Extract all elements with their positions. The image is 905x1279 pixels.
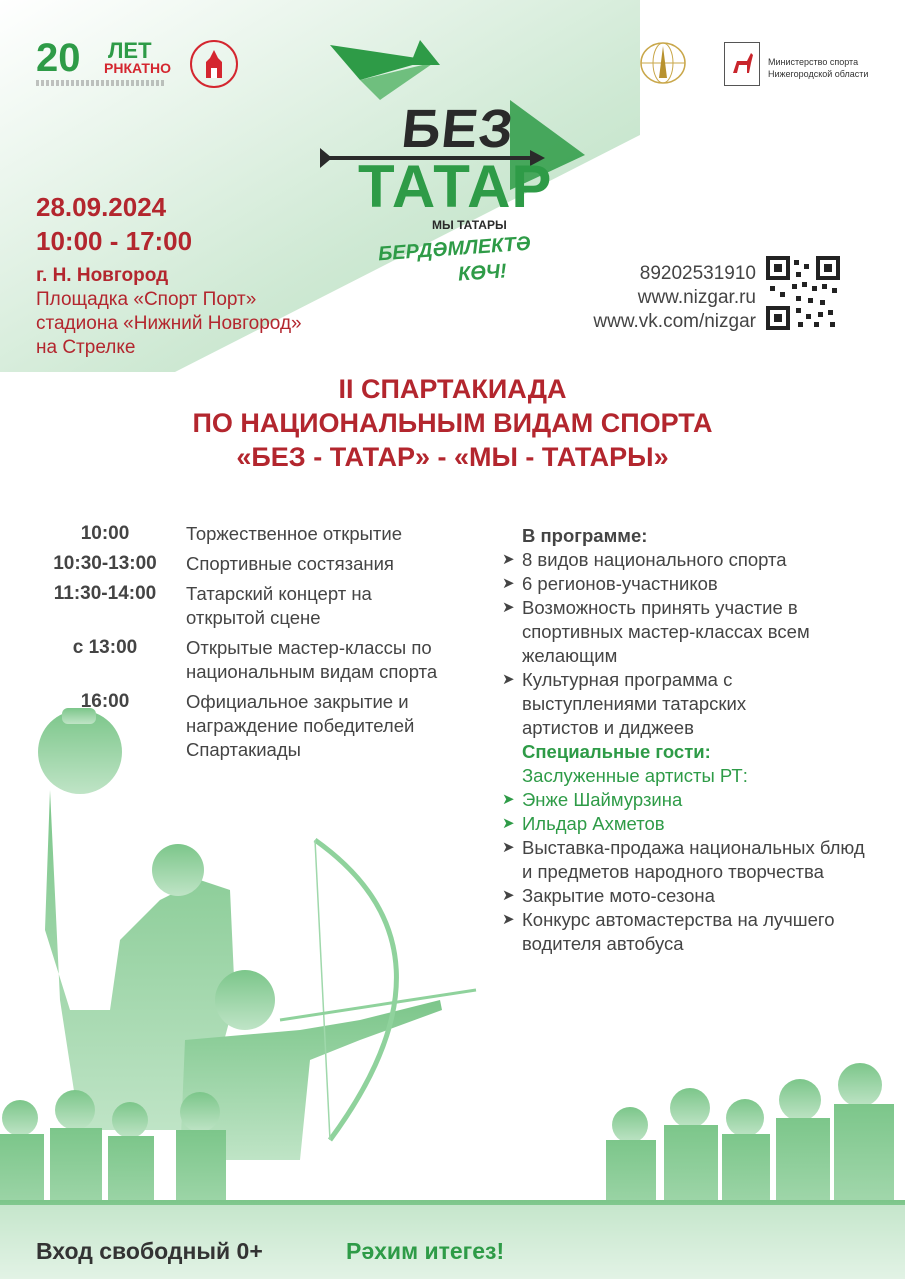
- program-item: [500, 836, 867, 884]
- guest-name: Ильдар Ахметов: [522, 813, 665, 834]
- arrow-bullet-icon: ➤: [502, 791, 515, 808]
- ministry-line-2: Нижегородской области: [768, 69, 869, 79]
- program-item-text: 6 регионов-участников: [522, 573, 718, 594]
- schedule-desc: Официальное закрытие и награждение победителей Спартакиады: [186, 691, 415, 760]
- arrow-bullet-icon: ➤: [502, 815, 515, 832]
- anniversary-org: РНКАТНО: [104, 60, 171, 76]
- free-entry-text: Вход свободный 0+: [36, 1238, 263, 1264]
- welcome-text: Рәхим итегез!: [346, 1238, 505, 1264]
- contact-phone[interactable]: 89202531910: [639, 263, 756, 284]
- arrow-bullet-icon: ➤: [502, 887, 515, 904]
- schedule-time: 11:30-14:00: [53, 583, 157, 604]
- deer-coat-of-arms-icon: [724, 42, 760, 86]
- arrow-bullet-icon: ➤: [502, 551, 515, 568]
- contact-vk[interactable]: www.vk.com/nizgar: [593, 311, 756, 332]
- arrow-bullet-icon: ➤: [502, 839, 515, 856]
- kremlin-emblem-icon: [190, 40, 238, 88]
- program-item: [500, 668, 822, 740]
- schedule-desc: Открытые мастер-классы по национальным видам спорта: [186, 637, 438, 682]
- anniversary-word: ЛЕТ: [108, 38, 152, 63]
- schedule-desc: Торжественное открытие: [186, 523, 403, 544]
- schedule-desc: Татарский концерт на открытой сцене: [186, 583, 372, 628]
- qr-code-icon[interactable]: [766, 256, 840, 330]
- arrow-bullet-icon: ➤: [502, 911, 515, 928]
- program-item: [500, 572, 880, 596]
- schedule-time: 10:00: [80, 523, 130, 544]
- schedule-desc: Спортивные состязания: [186, 553, 394, 574]
- headline-line-3: «БЕЗ - ТАТАР» - «МЫ - ТАТАРЫ»: [236, 442, 669, 472]
- program-item-text: 8 видов национального спорта: [522, 549, 787, 570]
- program-item: [500, 548, 880, 572]
- program-item-text: Возможность принять участие в спортивных мастер-классах всем желающим: [522, 597, 810, 666]
- program-item-text: Культурная программа с выступлениями татарских артистов и диджеев: [522, 669, 747, 738]
- anniversary-number: 20: [36, 36, 81, 80]
- logo-fineprint: [36, 80, 166, 86]
- logo-slogan-2: КӨЧ!: [457, 260, 508, 286]
- logo-slogan-1: БЕРДӘМЛЕКТӘ: [377, 232, 532, 266]
- event-place: [36, 264, 302, 360]
- contacts: [560, 262, 756, 334]
- arrow-bullet-icon: ➤: [502, 599, 515, 616]
- schedule-row: [30, 636, 470, 684]
- arrow-bullet-icon: ➤: [502, 575, 515, 592]
- program-item-text: Конкурс автомастерства на лучшего водителя автобуса: [522, 909, 835, 954]
- contact-site[interactable]: www.nizgar.ru: [637, 287, 756, 308]
- program-item: [500, 884, 880, 908]
- event-date: 28.09.2024: [36, 192, 167, 222]
- program-heading: В программе:: [522, 525, 648, 546]
- guest-item: [500, 788, 880, 812]
- guests-subheading: Заслуженные артисты РТ:: [522, 765, 748, 786]
- guest-item: [500, 812, 880, 836]
- event-time: 10:00 - 17:00: [36, 226, 193, 256]
- program-item: [500, 908, 842, 956]
- program-item-text: Выставка-продажа национальных блюд и предметов народного творчества: [522, 837, 865, 882]
- ministry-line-1: Министерство спорта: [768, 57, 859, 67]
- program-item: [500, 596, 842, 668]
- guest-name: Энже Шаймурзина: [522, 789, 683, 810]
- program: [500, 524, 880, 956]
- headline-line-1: II СПАРТАКИАДА: [338, 374, 567, 404]
- guests-heading: Специальные гости:: [522, 741, 711, 762]
- schedule-time: 16:00: [80, 691, 130, 712]
- anniversary-logo: [36, 38, 176, 93]
- schedule-row: [30, 522, 470, 546]
- globe-emblem-icon: [638, 40, 688, 86]
- event-venue-1: Площадка «Спорт Порт»: [36, 289, 257, 310]
- arrow-bullet-icon: ➤: [502, 671, 515, 688]
- program-item-text: Закрытие мото-сезона: [522, 885, 715, 906]
- schedule-row: [30, 690, 470, 762]
- event-venue-3: на Стрелке: [36, 337, 136, 358]
- event-city: г. Н. Новгород: [36, 265, 169, 286]
- schedule-row: [30, 582, 470, 630]
- schedule-time: 10:30-13:00: [53, 553, 157, 574]
- headline: [0, 372, 905, 474]
- ministry-text: [768, 56, 868, 80]
- schedule-time: с 13:00: [72, 637, 138, 658]
- archer-silhouette: [180, 840, 476, 1160]
- logo-tatar: ТАТАР: [358, 153, 553, 220]
- schedule: [30, 522, 470, 768]
- logo-my-tatary: МЫ ТАТАРЫ: [432, 218, 507, 232]
- event-venue-2: стадиона «Нижний Новгород»: [36, 313, 302, 334]
- schedule-row: [30, 552, 470, 576]
- headline-line-2: ПО НАЦИОНАЛЬНЫМ ВИДАМ СПОРТА: [192, 408, 713, 438]
- logo-bez: БЕЗ: [398, 99, 517, 159]
